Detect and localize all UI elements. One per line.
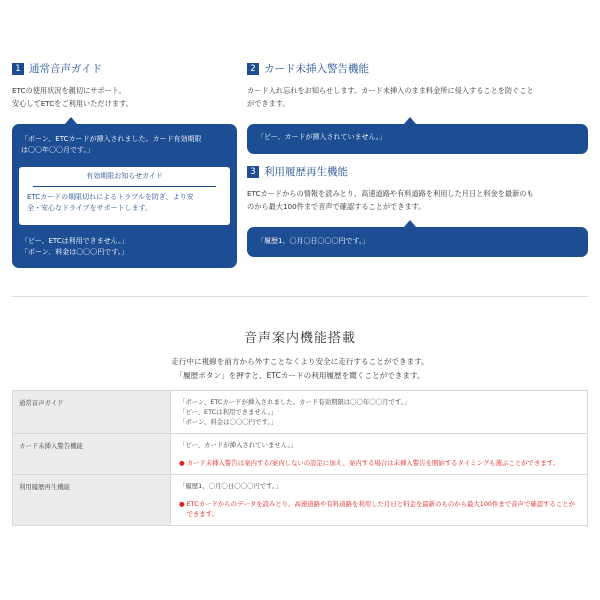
table-note [179, 499, 579, 519]
section-intro [0, 355, 600, 383]
note-bullet-icon: ● [179, 459, 185, 467]
feature-3-title-text: 利用履歴再生機能 [264, 166, 348, 178]
feature-2-description [247, 84, 534, 110]
feature-1-desc-line: 安心してETCをご利用いただけます。 [12, 99, 133, 108]
table-row-label: 利用履歴再生機能 [13, 475, 171, 526]
card-body-line: 全・安心なドライブをサポートします。 [27, 204, 153, 212]
feature-2-bubble-pointer [404, 117, 416, 124]
table-value-line: 「ピー、カードが挿入されていません。」 [179, 441, 298, 449]
section-divider [12, 296, 588, 297]
feature-1-title [12, 61, 102, 76]
feature-3-number: 3 [247, 166, 259, 178]
table-value-line: 「ポーン、ETCカードが挿入されました。カード有効期限は〇〇年〇〇月です。」 [179, 398, 411, 406]
feature-2-title-text: カード未挿入警告機能 [264, 63, 369, 75]
feature-3-desc-line: ETCカードからの情報を読みとり、高速道路や有料道路を利用した月日と料金を最新のも [247, 189, 534, 198]
table-value-line: 「ピー、ETCは利用できません。」 [179, 408, 278, 416]
feature-3-speech-bubble [247, 227, 588, 257]
expiry-guide-card [19, 167, 230, 225]
feature-1-title-text: 通常音声ガイド [29, 63, 103, 75]
voice-guide-table [12, 390, 588, 526]
feature-1-number: 1 [12, 63, 24, 75]
table-row-label: カード未挿入警告機能 [13, 434, 171, 475]
note-text: カード未挿入警告は案内する/案内しないの設定に加え、案内する場合は未挿入警告を開始するタイミングも選ぶことができます。 [186, 459, 560, 467]
card-body-line: ETCカードの期限切れによるトラブルを防ぎ、より安 [27, 193, 194, 201]
feature-1-desc-line: ETCの使用状況を親切にサポート。 [12, 86, 126, 95]
bubble-line: 「ポーン、ETCカードが挿入されました。カード有効期限 [21, 135, 202, 143]
expiry-guide-card-body [19, 187, 230, 214]
feature-2-bubble-text: 「ピー、カードが挿入されていません。」 [257, 133, 387, 141]
feature-3-bubble-text: 「履歴1、〇月〇日〇〇〇円です。」 [257, 237, 370, 245]
feature-2-title [247, 61, 369, 76]
bubble-line: 「ポーン、料金は〇〇〇円です。」 [21, 248, 129, 256]
note-text: ETCカードからのデータを読みとり、高速道路や有料道路を利用した月日と料金を最新のものから最大100件まで音声で確認することができます。 [186, 500, 576, 518]
feature-3-title [247, 164, 348, 179]
feature-1-bubble-bottom-text [21, 236, 129, 258]
table-row [13, 475, 588, 526]
feature-1-bubble-pointer [65, 117, 77, 124]
feature-1-bubble-top-text [21, 134, 201, 156]
feature-2-desc-line: ができます。 [247, 99, 290, 108]
expiry-guide-card-title: 有効期限お知らせガイド [33, 167, 216, 187]
feature-3-bubble-pointer [404, 220, 416, 227]
feature-3-desc-line: のから最大100件まで音声で確認することができます。 [247, 202, 426, 211]
table-value-line: 「履歴1、〇月〇日〇〇〇円です。」 [179, 482, 282, 490]
table-row-value [171, 475, 588, 526]
table-note [179, 458, 579, 468]
table-row [13, 391, 588, 434]
feature-2-desc-line: カード入れ忘れをお知らせします。カード未挿入のまま料金所に侵入することを防ぐこと [247, 86, 534, 95]
table-row-value [171, 434, 588, 475]
intro-line: 「履歴ボタン」を押すと、ETCカードの利用履歴を聞くことができます。 [175, 371, 425, 380]
table-row-label: 通常音声ガイド [13, 391, 171, 434]
note-bullet-icon: ● [179, 500, 185, 508]
feature-1-description [12, 84, 133, 110]
feature-2-number: 2 [247, 63, 259, 75]
table-row-value [171, 391, 588, 434]
feature-3-description [247, 187, 534, 213]
table-value-line: 「ポーン、料金は〇〇〇円です。」 [179, 418, 277, 426]
feature-1-speech-bubble [12, 124, 237, 268]
feature-2-speech-bubble [247, 124, 588, 154]
section-title: 音声案内機能搭載 [243, 331, 356, 346]
table-row [13, 434, 588, 475]
bubble-line: は〇〇年〇〇月です。」 [21, 146, 94, 154]
intro-line: 走行中に視線を前方から外すことなくより安全に走行することができます。 [171, 357, 429, 366]
bubble-line: 「ピー、ETCは利用できません。」 [21, 237, 129, 245]
